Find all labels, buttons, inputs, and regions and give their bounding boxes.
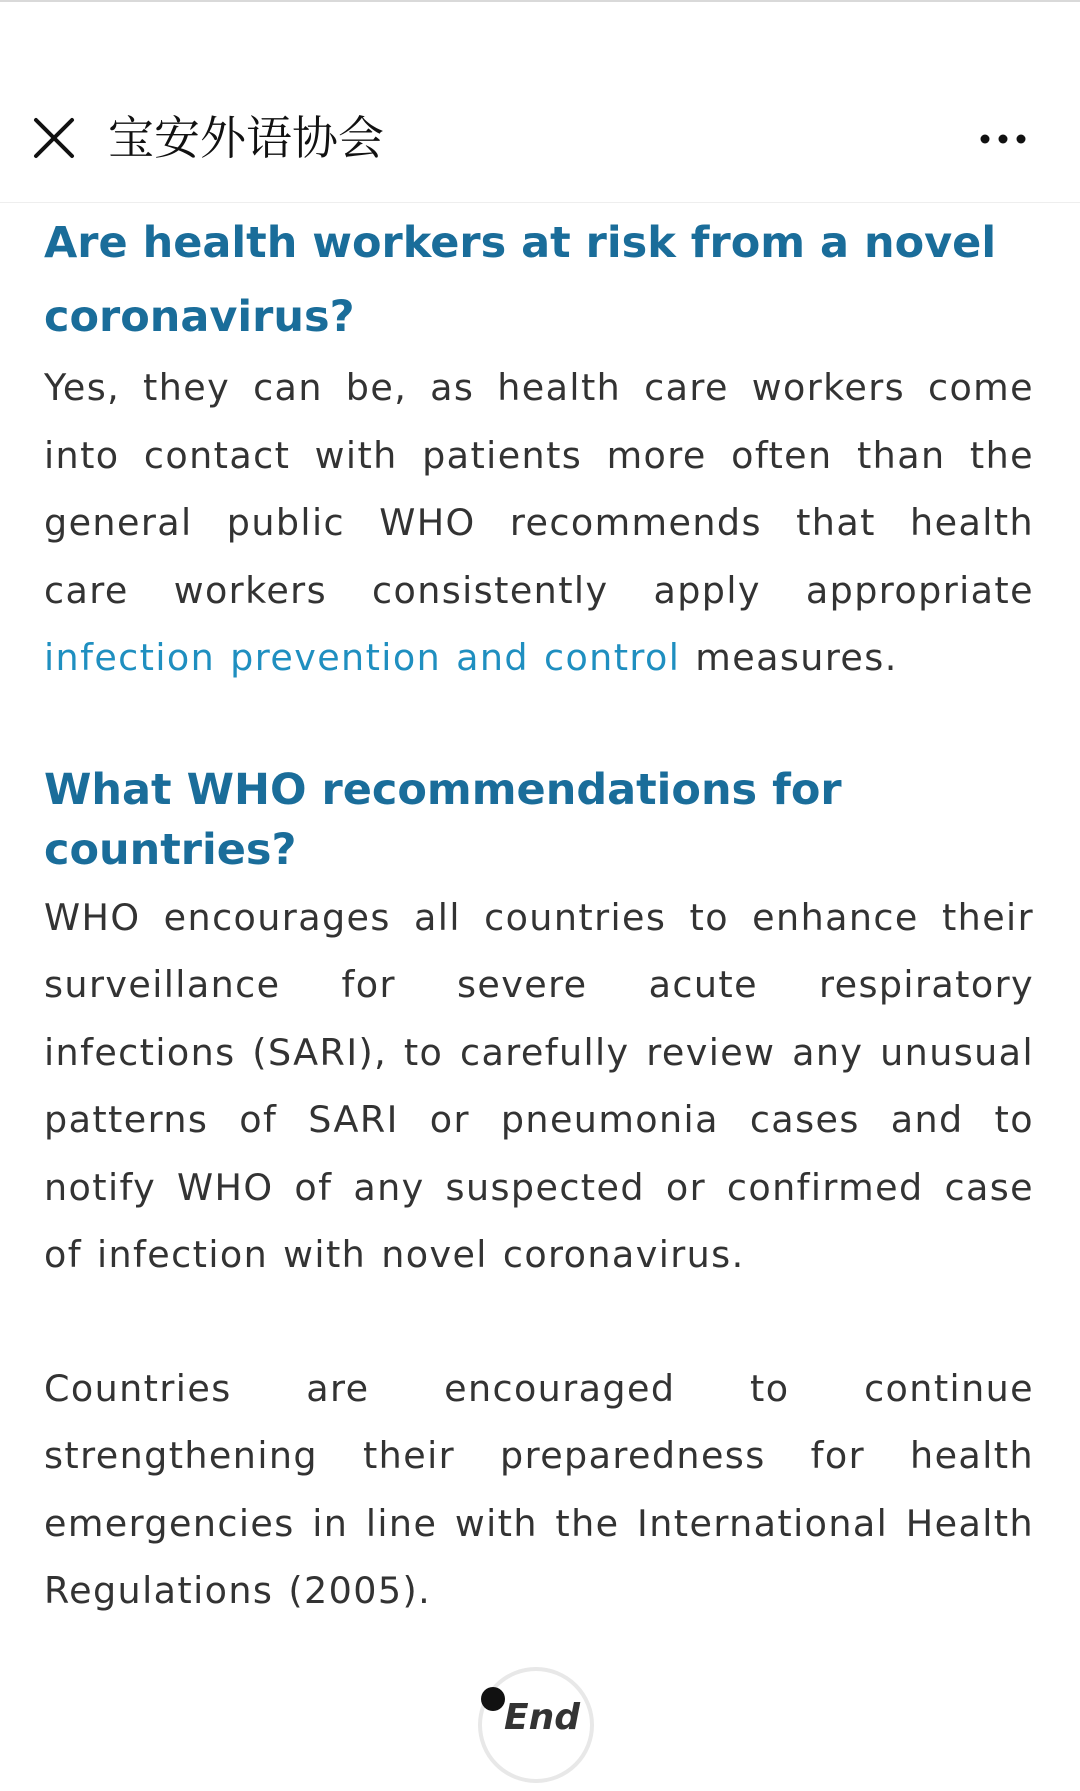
header-bar	[0, 2, 1080, 203]
close-button[interactable]	[30, 114, 78, 162]
paragraph-text: measures.	[680, 636, 898, 679]
more-button[interactable]	[975, 124, 1035, 154]
section-paragraph-health-workers	[44, 354, 1034, 692]
end-dot-icon	[481, 1687, 505, 1711]
infection-prevention-link[interactable]: infection prevention and control	[44, 636, 681, 679]
more-dots-icon	[975, 124, 1035, 154]
section-heading-health-workers: Are health workers at risk from a novel coronavirus?	[44, 218, 997, 342]
section-paragraph-preparedness: Countries are encouraged to continue strengthening their preparedness for health emergencies in line with the International Health Regulations (2005).	[44, 1366, 1034, 1612]
section-heading-who-recommendations: What WHO recommendations for countries?	[44, 764, 842, 875]
close-icon	[30, 114, 78, 162]
page-title: 宝安外语协会	[108, 111, 384, 165]
end-marker	[478, 1667, 596, 1785]
section-paragraph-surveillance: WHO encourages all countries to enhance their surveillance for severe acute respiratory infections (SARI), to carefully review any unusual patterns of SARI or pneumonia cases and to notify WHO of any suspected or confirmed case of infection with novel coronavirus.	[44, 895, 1034, 1276]
article-content	[44, 206, 1034, 1625]
paragraph-text: Yes, they can be, as health care workers come into contact with patients more often than the general public WHO recommends that health care workers consistently apply appropriate	[44, 366, 1034, 612]
end-label: End	[504, 1697, 580, 1738]
